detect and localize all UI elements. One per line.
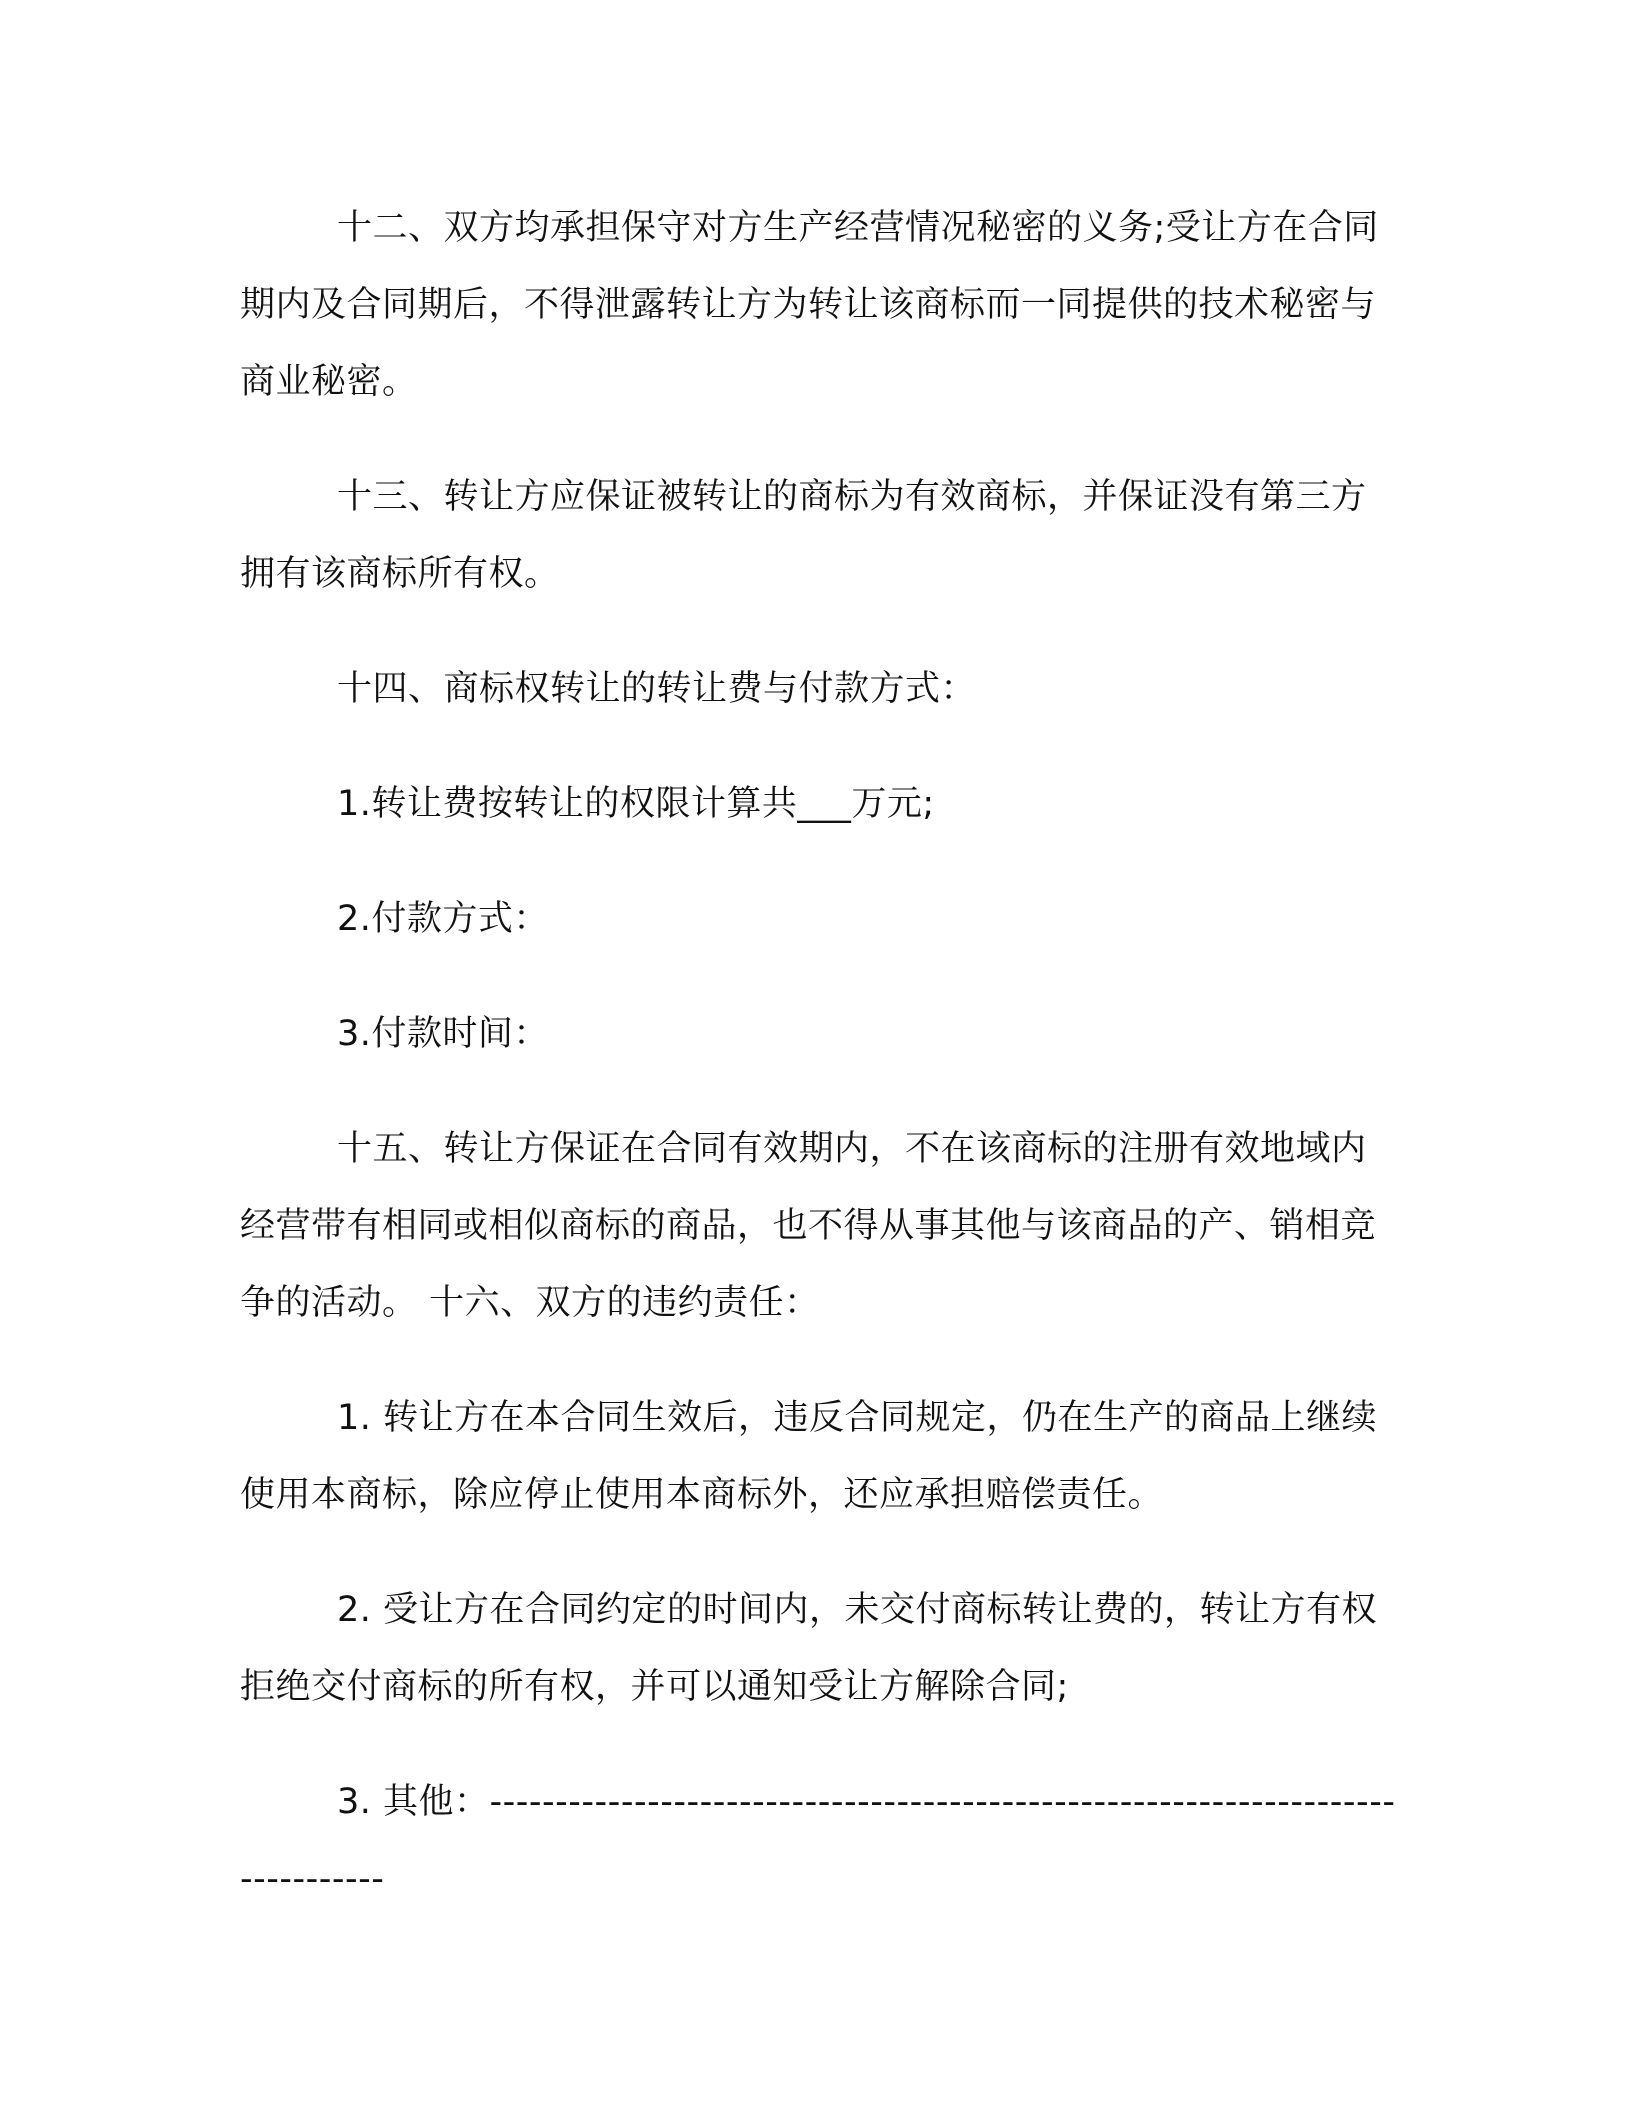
clause-15-16: 十五、转让方保证在合同有效期内，不在该商标的注册有效地域内经营带有相同或相似商标的商品，也不得从事其他与该商品的产、销相竞争的活动。 十六、双方的违约责任：: [240, 1129, 1377, 1323]
clause-16-item-1: 1. 转让方在本合同生效后，违反合同规定，仍在生产的商品上继续使用本商标，除应停止使用本商标外，还应承担赔偿责任。: [240, 1398, 1378, 1515]
clause-14-heading: 十四、商标权转让的转让费与付款方式：: [337, 669, 977, 709]
document-body: [240, 190, 1400, 1956]
clause-14-item-2: 2.付款方式：: [337, 899, 549, 939]
clause-14-item-3: 3.付款时间：: [337, 1014, 549, 1054]
clause-12: 十二、双方均承担保守对方生产经营情况秘密的义务;受让方在合同期内及合同期后，不得泄露转让方为转让该商标而一同提供的技术秘密与商业秘密。: [240, 208, 1379, 402]
clause-13: 十三、转让方应保证被转让的商标为有效商标，并保证没有第三方拥有该商标所有权。: [240, 477, 1367, 594]
clause-16-item-3: 3. 其他：--------------------------------------------------------------------------------: [240, 1782, 1396, 1899]
clause-14-item-1: 1.转让费按转让的权限计算共___万元;: [337, 784, 935, 824]
clause-16-item-2: 2. 受让方在合同约定的时间内，未交付商标转让费的，转让方有权拒绝交付商标的所有权，并可以通知受让方解除合同;: [240, 1590, 1378, 1707]
